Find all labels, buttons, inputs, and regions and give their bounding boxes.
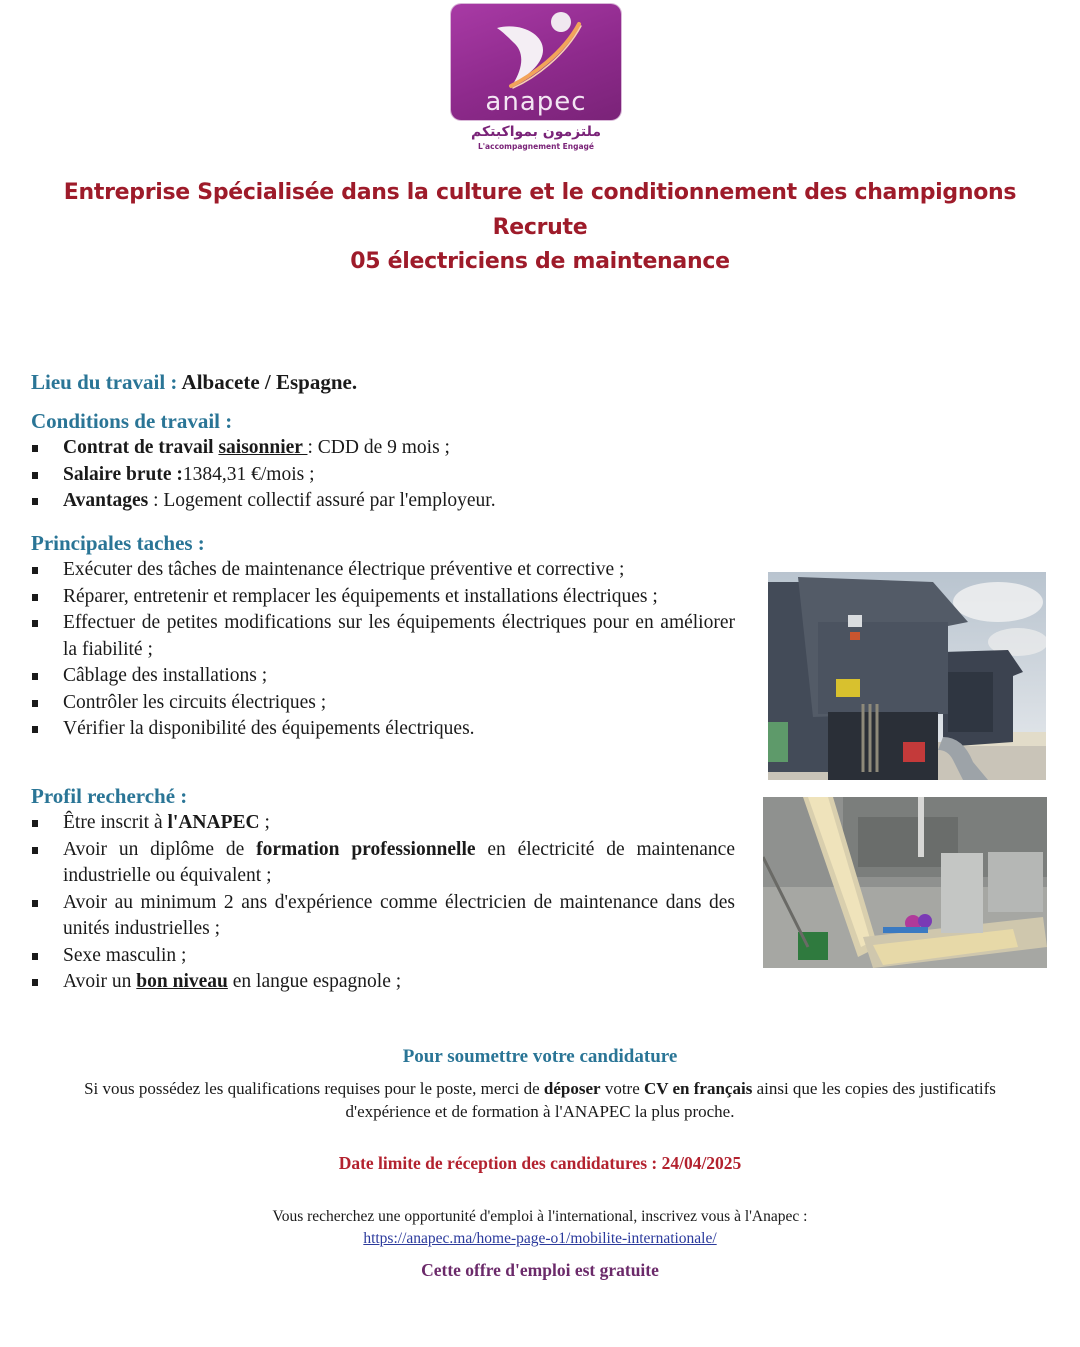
list-item: Vérifier la disponibilité des équipements électriques. (0, 716, 735, 743)
tasks-list (0, 557, 735, 743)
apply-title: Pour soumettre votre candidature (402, 1046, 678, 1067)
headline-recruits: Recrute (492, 214, 588, 240)
location (31, 369, 357, 395)
photo-electrical-units (768, 572, 1046, 780)
profile-title: Profil recherché : (31, 784, 188, 808)
list-item: Effectuer de petites modifications sur les équipements électriques pour en améliorer la fiabilité ; (0, 610, 735, 663)
international-link[interactable]: https://anapec.ma/home-page-o1/mobilite-internationale/ (363, 1230, 717, 1247)
list-item: Câblage des installations ; (0, 663, 735, 690)
conditions-title: Conditions de travail : (31, 409, 233, 433)
photo-mushroom-conveyor (763, 797, 1047, 968)
bullet-icon (32, 472, 38, 479)
bullet-icon (32, 953, 38, 960)
list-item: Être inscrit à l'ANAPEC ; (0, 810, 735, 837)
bullet-icon (32, 620, 38, 627)
profile-list (0, 810, 735, 996)
list-item: Avantages : Logement collectif assuré par l'employeur. (0, 488, 760, 515)
bullet-icon (32, 445, 38, 452)
bullet-icon (32, 820, 38, 827)
anapec-logo (451, 4, 621, 120)
conditions-list (0, 435, 760, 515)
bullet-icon (32, 498, 38, 505)
application-deadline: Date limite de réception des candidatures : 24/04/2025 (338, 1153, 742, 1173)
list-item: Salaire brute :1384,31 €/mois ; (0, 462, 760, 489)
list-item: Avoir un bon niveau en langue espagnole ; (0, 969, 735, 996)
list-item: Avoir un diplôme de formation professionnelle en électricité de maintenance industrielle ou équivalent ; (0, 837, 735, 890)
logo-arabic-slogan: ملتزمون بمواكبتكم (471, 124, 601, 140)
headline (0, 176, 1080, 280)
list-item: Contrat de travail saisonnier : CDD de 9 mois ; (0, 435, 760, 462)
international-text: Vous recherchez une opportunité d'emploi à l'international, inscrivez vous à l'Anapec : (272, 1208, 808, 1225)
bullet-icon (32, 594, 38, 601)
logo-tagline: L'accompagnement Engagé (477, 142, 594, 151)
list-item: Contrôler les circuits électriques ; (0, 690, 735, 717)
location-value: Albacete / Espagne. (181, 370, 358, 394)
bullet-icon (32, 847, 38, 854)
list-item: Sexe masculin ; (0, 943, 735, 970)
bullet-icon (32, 700, 38, 707)
headline-company: Entreprise Spécialisée dans la culture et le conditionnement des champignons (63, 180, 1017, 205)
list-item: Réparer, entretenir et remplacer les équipements et installations électriques ; (0, 584, 735, 611)
free-offer-note: Cette offre d'emploi est gratuite (421, 1260, 659, 1280)
bullet-icon (32, 673, 38, 680)
bullet-icon (32, 979, 38, 986)
headline-position: 05 électriciens de maintenance (350, 249, 730, 274)
tasks-title: Principales taches : (31, 531, 205, 555)
apply-instructions: Si vous possédez les qualifications requises pour le poste, merci de déposer votre CV en français ainsi que les copies des justificatifs d'expérience et de formation à l'ANAPEC la plus proche. (84, 1079, 996, 1121)
bullet-icon (32, 567, 38, 574)
international-link-line (0, 1228, 1080, 1249)
list-item: Avoir au minimum 2 ans d'expérience comme électricien de maintenance dans des unités industrielles ; (0, 890, 735, 943)
logo-wordmark: anapec (485, 87, 587, 117)
bullet-icon (32, 900, 38, 907)
bullet-icon (32, 726, 38, 733)
list-item: Exécuter des tâches de maintenance électrique préventive et corrective ; (0, 557, 735, 584)
location-label: Lieu du travail : (31, 370, 178, 394)
